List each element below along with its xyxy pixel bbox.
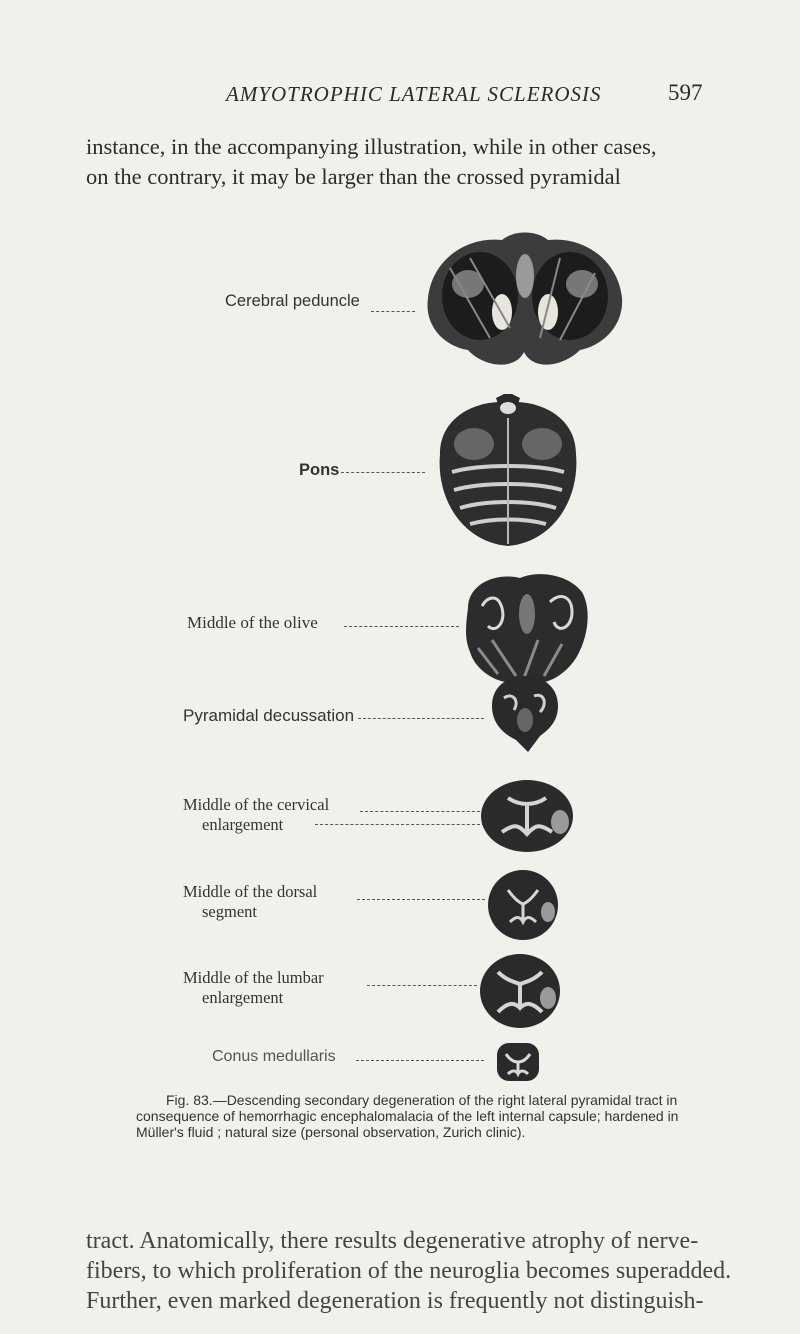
leader-line [357,899,485,900]
label-line: enlargement [202,815,284,834]
text-line: instance, in the accompanying illustration, while in other cases, [86,134,657,159]
figure-caption [136,1092,728,1140]
cervical-enlargement-section [478,776,576,856]
text-line: fibers, to which proliferation of the neuroglia becomes superadded. [86,1258,732,1284]
leader-line [344,626,459,627]
text-line: Further, even marked degeneration is frequently not distinguish- [86,1288,704,1314]
leader-line [341,472,425,473]
label-pons: Pons [299,461,340,479]
text-line: tract. Anatomically, there results degenerative atrophy of nerve- [86,1228,699,1254]
label-line: Middle of the cervical [183,795,330,814]
body-paragraph-top [86,132,726,192]
lumbar-enlargement-section [476,950,564,1032]
label-cerebral-peduncle: Cerebral peduncle [225,292,360,310]
label-lumbar-enlargement [183,968,324,1008]
leader-line [358,718,484,719]
label-line: Middle of the dorsal [183,882,318,901]
leader-line [356,1060,484,1061]
label-line: enlargement [202,988,284,1007]
caption-line: consequence of hemorrhagic encephalomalacia of the left internal capsule; hardened in [136,1108,679,1124]
label-dorsal-segment [183,882,317,922]
label-line: Middle of the lumbar [183,968,324,987]
leader-line [315,824,485,825]
label-pyramidal-decussation: Pyramidal decussation [183,706,355,725]
caption-line: Fig. 83.—Descending secondary degeneration of the right lateral pyramidal tract in [166,1092,678,1108]
conus-medullaris-section [494,1040,542,1084]
dorsal-segment-section [484,866,562,944]
pons-section [420,394,596,552]
label-line: segment [202,902,257,921]
leader-line [367,985,477,986]
cerebral-peduncle-section [410,228,640,374]
body-paragraph-bottom [86,1226,732,1316]
label-middle-of-olive: Middle of the olive [187,613,318,632]
leader-line [371,311,415,312]
page-header [0,0,800,120]
label-cervical-enlargement [183,795,329,835]
running-head: AMYOTROPHIC LATERAL SCLEROSIS [226,82,602,106]
leader-line [360,811,485,812]
text-line: on the contrary, it may be larger than the crossed pyramidal [86,164,621,189]
caption-line: Müller's fluid ; natural size (personal observation, Zurich clinic). [136,1124,526,1140]
page-number: 597 [668,80,703,105]
label-conus-medullaris: Conus medullaris [212,1048,336,1065]
pyramidal-decussation-section [482,670,568,756]
